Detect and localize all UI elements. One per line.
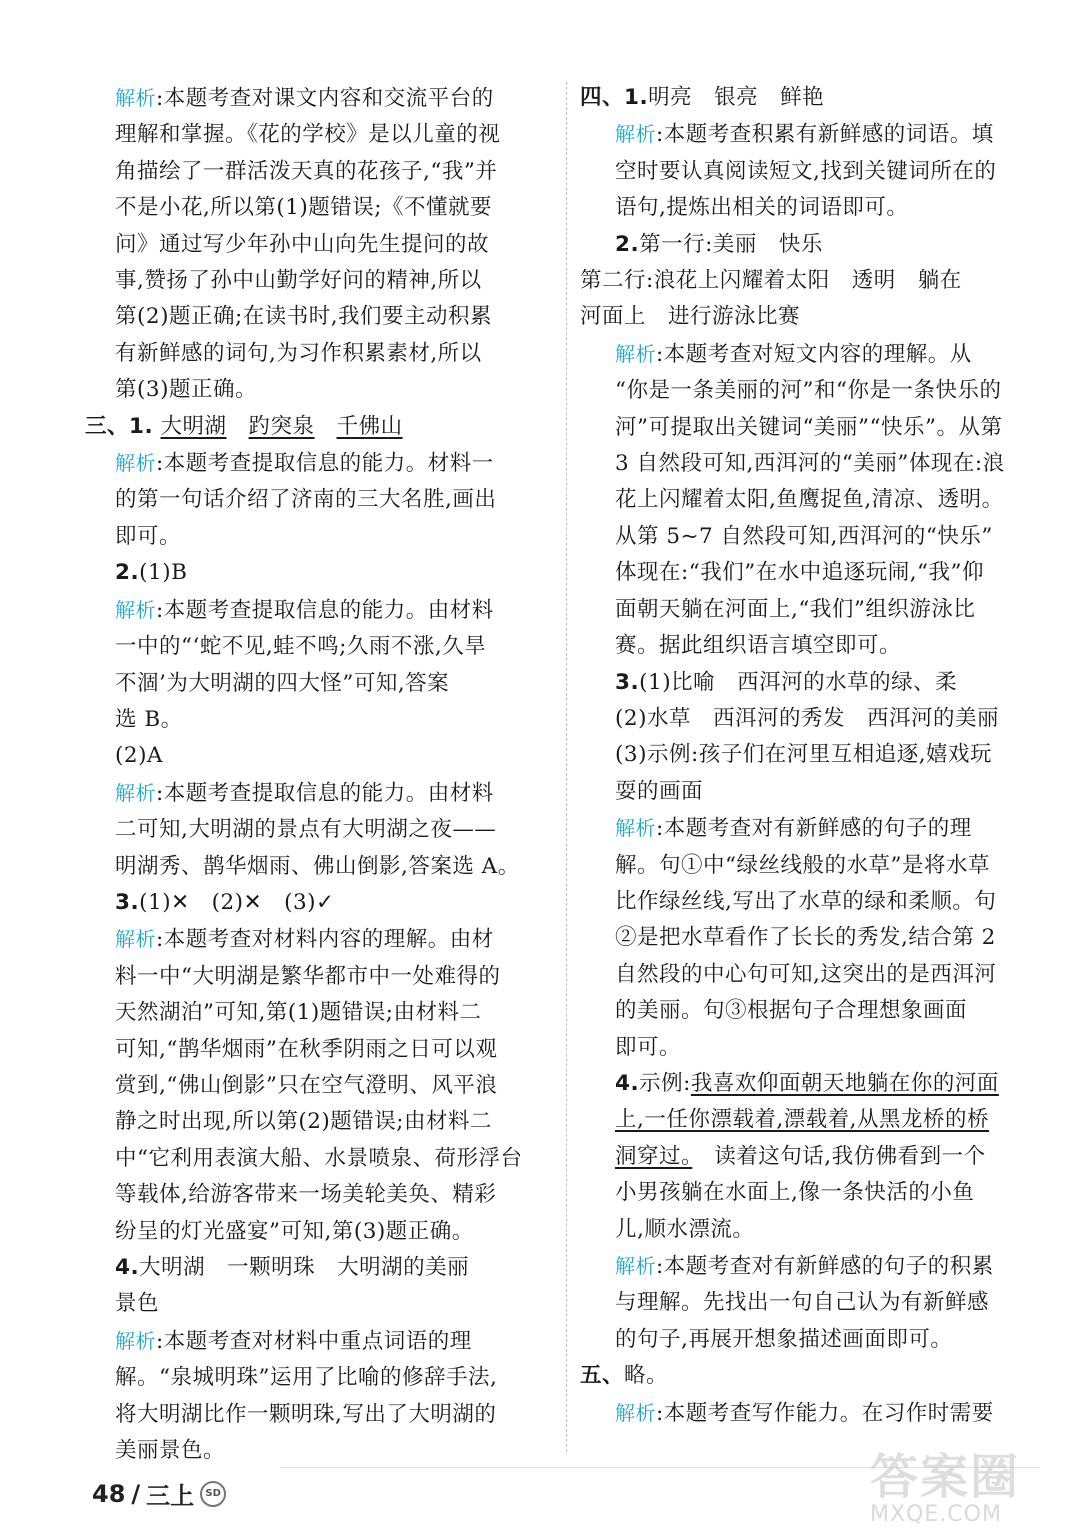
text-line (85, 1104, 555, 1140)
analysis-text: :本题考查写作能力。在习作时需要 (656, 1400, 994, 1426)
line-text: 花上闪耀着太阳,鱼鹰捉鱼,清凉、透明。 (615, 487, 1004, 513)
answer-text: 略。 (624, 1363, 669, 1389)
line-text: 等载体,给游客带来一场美轮美奂、精彩 (115, 1182, 497, 1208)
line-text: 明湖秀、鹊华烟雨、佛山倒影,答案选 A。 (115, 853, 520, 879)
left-column (85, 80, 555, 1469)
line-text: 将大明湖比作一颗明珠,写出了大明湖的 (115, 1401, 497, 1427)
text-line (580, 737, 1040, 773)
text-line (580, 810, 1040, 847)
text-line (85, 445, 555, 482)
line-text: 语句,提炼出相关的词语即可。 (615, 195, 909, 221)
line-text: 不是小花,所以第(1)题错误;《不懂就要 (115, 195, 493, 221)
text-line (580, 1248, 1040, 1285)
line-text: 3 自然段可知,西洱河的“美丽”体现在:浪 (615, 451, 1005, 477)
analysis-text: :本题考查对课文内容和交流平台的 (156, 86, 494, 111)
text-line (85, 775, 555, 812)
answer-prefix: 示例: (639, 1070, 691, 1096)
line-text: 有新鲜感的词句,为习作积累素材,所以 (115, 340, 482, 366)
line-text: 体现在:“我们”在水中追逐玩闹,“我”仰 (615, 560, 985, 586)
line-text: (2)A (115, 743, 163, 769)
text-line (85, 80, 555, 117)
text-line (85, 1397, 555, 1433)
analysis-text: :本题考查提取信息的能力。由材料 (156, 597, 494, 623)
watermark-logo (870, 1449, 1050, 1532)
text-line (580, 1212, 1040, 1248)
underlined-answer: 大明湖 (160, 413, 227, 439)
analysis-text: :本题考查对有新鲜感的句子的积累 (656, 1254, 994, 1279)
answer-text: 第一行:美丽 快乐 (639, 231, 823, 257)
underlined-sentence: 上,一任你漂载着,漂载着,从黑龙桥的桥 (615, 1107, 990, 1133)
text-line (85, 1032, 555, 1068)
line-text: 解。句①中“绿丝线般的水草”是将水草 (615, 852, 990, 878)
underlined-sentence: 我喜欢仰面朝天地躺在你的河面 (690, 1070, 999, 1096)
text-line (580, 1066, 1040, 1102)
line-text: 与理解。先找出一句自己认为有新鲜感 (615, 1290, 990, 1316)
line-text: 解。“泉城明珠”运用了比喻的修辞手法, (115, 1365, 498, 1391)
text-line (580, 1030, 1040, 1066)
analysis-label: 解析 (115, 780, 156, 805)
text-line (85, 849, 555, 885)
text-line (580, 1322, 1040, 1358)
text-line (85, 921, 555, 958)
line-text: 从第 5~7 自然段可知,西洱河的“快乐” (615, 523, 993, 549)
column-divider (566, 82, 567, 1452)
section-number: 四、 (580, 85, 625, 110)
analysis-text: :本题考查对材料内容的理解。由材 (156, 927, 494, 953)
analysis-label: 解析 (115, 86, 156, 110)
edition-badge-icon: SD (200, 1481, 226, 1507)
answer-text: (1)比喻 西洱河的水草的绿、柔 (639, 669, 958, 695)
line-text: 读着这句话,我仿佛看到一个 (692, 1143, 986, 1169)
line-text: (2)水草 西洱河的秀发 西洱河的美丽 (615, 705, 999, 731)
line-text: 中“它利用表演大船、水景喷泉、荷形浮台 (115, 1145, 523, 1171)
line-text: 即可。 (115, 523, 182, 549)
text-line (580, 482, 1040, 518)
underlined-answer: 千佛山 (336, 413, 403, 439)
text-line (580, 957, 1040, 993)
line-text: 比作绿丝线,写出了水草的绿和柔顺。句 (615, 888, 997, 914)
text-line (580, 1395, 1040, 1432)
text-line (85, 117, 555, 153)
right-column (580, 80, 1040, 1432)
text-line (85, 1360, 555, 1396)
text-line (85, 1323, 555, 1360)
question-number: 1. (624, 85, 649, 110)
text-line (580, 373, 1040, 409)
analysis-label: 解析 (615, 122, 656, 147)
line-text: 赏到,“佛山倒影”只在空气澄明、风平浪 (115, 1072, 498, 1098)
line-text: 天然湖泊”可知,第(1)题错误;由材料二 (115, 1000, 482, 1026)
section-number: 三、 (85, 413, 130, 439)
text-line (580, 884, 1040, 920)
text-line (85, 1433, 555, 1469)
line-text: 的第一句话介绍了济南的三大名胜,画出 (115, 487, 497, 513)
text-line (580, 154, 1040, 190)
watermark-url: MXQE.COM (870, 1502, 1002, 1527)
text-line (85, 1214, 555, 1250)
text-line (85, 227, 555, 263)
text-line (85, 409, 555, 445)
analysis-label: 解析 (615, 341, 656, 366)
text-line (580, 116, 1040, 153)
text-line (85, 1141, 555, 1177)
line-text: ②是把水草看作了长长的秀发,结合第 2 (615, 925, 996, 951)
line-text: 自然段的中心句可知,这突出的是西洱河 (615, 961, 997, 987)
page-number: 48 (92, 1479, 126, 1508)
analysis-text: :本题考查对有新鲜感的句子的理 (656, 816, 972, 842)
line-text: 小男孩躺在水面上,像一条快活的小鱼 (615, 1180, 975, 1206)
text-line (85, 1177, 555, 1213)
line-text: 耍的画面 (615, 778, 704, 804)
analysis-text: :本题考查积累有新鲜感的词语。填 (656, 122, 994, 148)
text-line (85, 336, 555, 372)
text-line (580, 410, 1040, 446)
text-line (85, 629, 555, 665)
text-line (580, 446, 1040, 482)
text-line (580, 848, 1040, 884)
text-line (580, 227, 1040, 263)
question-number: 4. (115, 1255, 140, 1280)
line-text: 第二行:浪花上闪耀着太阳 透明 躺在 (580, 268, 962, 294)
text-line (580, 190, 1040, 226)
question-number: 2. (615, 231, 640, 257)
text-line (580, 1358, 1040, 1394)
text-line (85, 1068, 555, 1104)
text-line (580, 336, 1040, 373)
analysis-label: 解析 (115, 451, 156, 476)
text-line (85, 1286, 555, 1322)
text-line (580, 993, 1040, 1029)
text-line (85, 263, 555, 299)
text-line (580, 299, 1040, 335)
text-line (580, 519, 1040, 555)
line-text: 河”可提取出关键词“美丽”“快乐”。从第 (615, 414, 1003, 440)
line-text: “你是一条美丽的河”和“你是一条快乐的 (615, 378, 1002, 404)
line-text: 二可知,大明湖的景点有大明湖之夜—— (115, 817, 497, 843)
line-text: 纷呈的灯光盛宴”可知,第(3)题正确。 (115, 1218, 474, 1244)
line-text: 问》通过写少年孙中山向先生提问的故 (115, 231, 490, 257)
watermark-text: 答案圈 (870, 1449, 1021, 1505)
text-line (580, 1285, 1040, 1321)
text-line (85, 702, 555, 738)
text-line (580, 263, 1040, 299)
analysis-label: 解析 (615, 816, 656, 841)
underlined-answer: 趵突泉 (248, 413, 315, 439)
line-text: 河面上 进行游泳比赛 (580, 304, 801, 330)
text-line (580, 80, 1040, 116)
underlined-sentence: 洞穿过。 (615, 1143, 693, 1169)
analysis-text: :本题考查提取信息的能力。材料一 (156, 451, 494, 477)
question-number: 3. (115, 889, 140, 915)
line-text: 美丽景色。 (115, 1438, 226, 1464)
question-number: 1. (129, 413, 154, 439)
text-line (580, 1102, 1040, 1138)
text-line (85, 959, 555, 995)
line-text: 第(2)题正确;在读书时,我们要主动积累 (115, 304, 493, 330)
text-line (85, 190, 555, 226)
text-line (85, 995, 555, 1031)
text-line (85, 666, 555, 702)
text-line (580, 1139, 1040, 1175)
answer-text: (1)✕ (2)✕ (3)✓ (139, 889, 335, 915)
text-line (85, 885, 555, 921)
line-text: 不涸’为大明湖的四大怪”可知,答案 (115, 670, 450, 696)
line-text: 即可。 (615, 1034, 682, 1060)
footer-separator: / (131, 1479, 141, 1508)
text-line (85, 812, 555, 848)
text-line (580, 1175, 1040, 1211)
question-number: 3. (615, 669, 640, 695)
analysis-label: 解析 (115, 927, 156, 952)
line-text: 料一中“大明湖是繁华都市中一处难得的 (115, 963, 501, 989)
text-line (85, 372, 555, 408)
line-text: 面朝天躺在河面上,“我们”组织游泳比 (615, 596, 976, 622)
line-text: 一中的“‘蛇不见,蛙不鸣;久雨不涨,久旱 (115, 634, 487, 660)
page-footer (92, 1476, 226, 1511)
analysis-text: :本题考查对短文内容的理解。从 (656, 341, 972, 367)
text-line (580, 665, 1040, 701)
analysis-text: :本题考查对材料中重点词语的理 (156, 1328, 472, 1354)
line-text: 选 B。 (115, 706, 183, 732)
answer-text: (1)B (139, 560, 188, 586)
line-text: 静之时出现,所以第(2)题错误;由材料二 (115, 1109, 493, 1135)
text-line (85, 555, 555, 591)
text-line (85, 738, 555, 774)
analysis-text: :本题考查提取信息的能力。由材料 (156, 780, 494, 806)
question-number: 4. (615, 1070, 640, 1096)
line-text: (3)示例:孩子们在河里互相追逐,嬉戏玩 (615, 742, 993, 768)
text-line (580, 701, 1040, 737)
line-text: 赛。据此组织语言填空即可。 (615, 633, 902, 659)
text-line (85, 299, 555, 335)
text-line (580, 774, 1040, 810)
line-text: 的美丽。句③根据句子合理想象画面 (615, 998, 968, 1024)
analysis-label: 解析 (615, 1400, 656, 1425)
line-text: 第(3)题正确。 (115, 377, 257, 403)
grade-label: 三上 (146, 1482, 195, 1510)
analysis-label: 解析 (115, 597, 156, 622)
text-line (85, 154, 555, 190)
text-line (580, 555, 1040, 591)
answer-text: 大明湖 一颗明珠 大明湖的美丽 (139, 1255, 470, 1280)
text-line (580, 592, 1040, 628)
text-line (85, 482, 555, 518)
line-text: 的句子,再展开想象描述画面即可。 (615, 1326, 953, 1352)
line-text: 角描绘了一群活泼天真的花孩子,“我”并 (115, 158, 498, 184)
question-number: 2. (115, 560, 140, 586)
section-number: 五、 (580, 1363, 625, 1389)
line-text: 事,赞扬了孙中山勤学好问的精神,所以 (115, 268, 482, 294)
answer-text: 明亮 银亮 鲜艳 (648, 85, 825, 110)
analysis-label: 解析 (115, 1328, 156, 1353)
line-text: 可知,“鹊华烟雨”在秋季阴雨之日可以观 (115, 1036, 498, 1062)
line-text: 儿,顺水漂流。 (615, 1216, 755, 1242)
text-line (580, 628, 1040, 664)
line-text: 理解和掌握。《花的学校》是以儿童的视 (115, 122, 501, 148)
text-line (85, 519, 555, 555)
text-line (85, 592, 555, 629)
text-line (85, 1250, 555, 1286)
line-text: 空时要认真阅读短文,找到关键词所在的 (615, 158, 997, 184)
line-text: 景色 (115, 1291, 160, 1317)
analysis-label: 解析 (615, 1254, 656, 1278)
text-line (580, 920, 1040, 956)
